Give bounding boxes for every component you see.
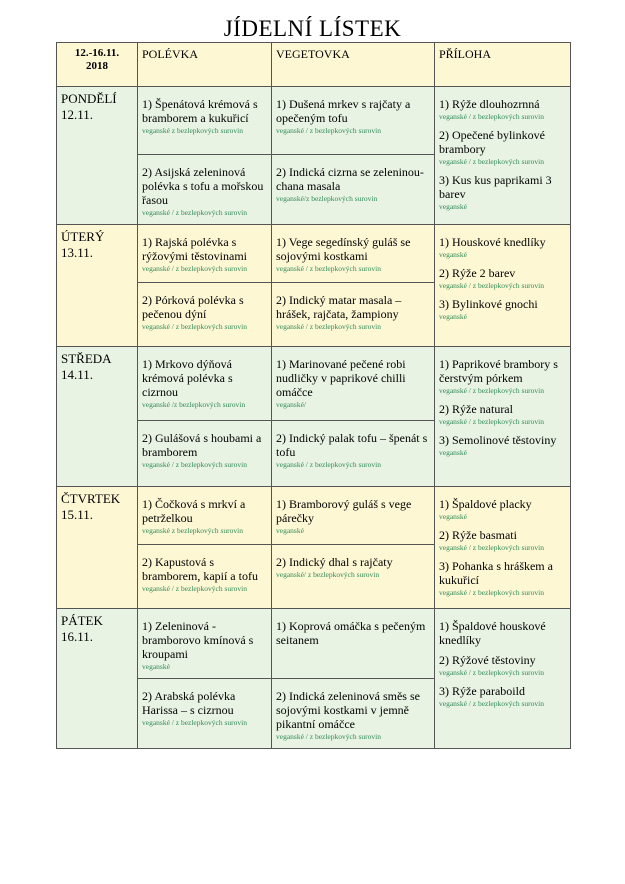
diet-note: veganské / z bezlepkových surovin xyxy=(439,668,544,677)
dish-text: 2) Indický matar masala – hrášek, rajčata, žampiony xyxy=(276,293,402,321)
side-cell xyxy=(435,225,571,347)
soup-cell xyxy=(138,225,272,283)
date-range-header xyxy=(57,43,138,87)
diet-note: veganské / z bezlepkových surovin xyxy=(142,208,247,217)
side-item xyxy=(439,97,566,122)
date-range: 12.-16.11. xyxy=(74,47,120,59)
veg-item xyxy=(276,97,430,136)
veg-cell xyxy=(272,87,435,155)
diet-note: veganské / z bezlepkových surovin xyxy=(439,543,544,552)
day-row xyxy=(57,347,571,421)
diet-note: veganské / z bezlepkových surovin xyxy=(439,417,544,426)
diet-note: veganské xyxy=(439,448,467,457)
dish-text: 2) Rýžové těstoviny xyxy=(439,653,536,667)
soup-cell xyxy=(138,545,272,609)
day-date: 16.11. xyxy=(61,629,94,644)
soup-item xyxy=(142,293,267,332)
dish-text: 2) Gulášová s houbami a bramborem xyxy=(142,431,262,459)
soup-item xyxy=(142,555,267,594)
dish-text: 1) Čočková s mrkví a petrželkou xyxy=(142,497,246,525)
veg-cell xyxy=(272,225,435,283)
veg-column-header: VEGETOVKA xyxy=(272,43,435,87)
dish-text: 2) Rýže basmati xyxy=(439,528,517,542)
soup-column-header: POLÉVKA xyxy=(138,43,272,87)
dish-text: 1) Marinované pečené robi nudličky v paprikové chilli omáčce xyxy=(276,357,406,399)
soup-item xyxy=(142,689,267,728)
dish-text: 2) Pórková polévka s pečenou dýní xyxy=(142,293,244,321)
diet-note: veganské/ xyxy=(276,400,306,409)
soup-item xyxy=(142,431,267,470)
diet-note: veganské / z bezlepkových surovin xyxy=(439,281,544,290)
diet-note: veganské / z bezlepkových surovin xyxy=(276,126,381,135)
side-item xyxy=(439,653,566,678)
dish-text: 2) Kapustová s bramborem, kapií a tofu xyxy=(142,555,258,583)
dish-text: 1) Houskové knedlíky xyxy=(439,235,546,249)
diet-note: veganské / z bezlepkových surovin xyxy=(142,264,247,273)
dish-text: 1) Špaldové placky xyxy=(439,497,532,511)
soup-cell xyxy=(138,609,272,679)
diet-note: veganské xyxy=(439,312,467,321)
soup-item xyxy=(142,357,267,410)
diet-note: veganské/z bezlepkových surovin xyxy=(276,194,378,203)
dish-text: 1) Koprová omáčka s pečeným seitanem xyxy=(276,619,426,647)
day-cell xyxy=(57,87,138,225)
soup-cell xyxy=(138,283,272,347)
side-item xyxy=(439,684,566,709)
veg-cell xyxy=(272,679,435,749)
diet-note: veganské/ z bezlepkových surovin xyxy=(276,570,380,579)
side-item xyxy=(439,173,566,212)
menu-table xyxy=(56,42,571,749)
dish-text: 1) Mrkovo dýňová krémová polévka s cizrnou xyxy=(142,357,233,399)
day-cell xyxy=(57,347,138,487)
side-item xyxy=(439,297,566,322)
dish-text: 2) Opečené bylinkové brambory xyxy=(439,128,545,156)
veg-item xyxy=(276,497,430,536)
soup-item xyxy=(142,97,267,136)
dish-text: 3) Semolinové těstoviny xyxy=(439,433,557,447)
dish-text: 1) Rajská polévka s rýžovými těstovinami xyxy=(142,235,247,263)
dish-text: 1) Dušená mrkev s rajčaty a opečeným tofu xyxy=(276,97,411,125)
diet-note: veganské / z bezlepkových surovin xyxy=(142,460,247,469)
side-item xyxy=(439,266,566,291)
veg-cell xyxy=(272,155,435,225)
veg-cell xyxy=(272,347,435,421)
day-cell xyxy=(57,225,138,347)
diet-note: veganské xyxy=(142,662,170,671)
page-title: JÍDELNÍ LÍSTEK xyxy=(223,16,402,41)
diet-note: veganské / z bezlepkových surovin xyxy=(276,460,381,469)
day-cell xyxy=(57,487,138,609)
veg-item xyxy=(276,689,430,742)
day-name: ČTVRTEK xyxy=(61,491,121,506)
soup-cell xyxy=(138,487,272,545)
dish-text: 1) Špenátová krémová s bramborem a kukuřicí xyxy=(142,97,258,125)
diet-note: veganské xyxy=(439,250,467,259)
veg-cell xyxy=(272,421,435,487)
side-item xyxy=(439,235,566,260)
dish-text: 2) Arabská polévka Harissa – s cizrnou xyxy=(142,689,236,717)
side-item xyxy=(439,357,566,396)
day-cell xyxy=(57,609,138,749)
side-cell xyxy=(435,87,571,225)
dish-text: 2) Indický dhal s rajčaty xyxy=(276,555,393,569)
dish-text: 1) Zeleninová - bramborovo kmínová s kroupami xyxy=(142,619,254,661)
year: 2018 xyxy=(86,60,108,72)
veg-item xyxy=(276,431,430,470)
day-name: PONDĚLÍ xyxy=(61,91,117,106)
veg-cell xyxy=(272,545,435,609)
dish-text: 1) Špaldové houskové knedlíky xyxy=(439,619,546,647)
dish-text: 1) Vege segedínský guláš se sojovými kostkami xyxy=(276,235,411,263)
soup-item xyxy=(142,165,267,218)
diet-note: veganské / z bezlepkových surovin xyxy=(276,264,381,273)
soup-cell xyxy=(138,155,272,225)
diet-note: veganské / z bezlepkových surovin xyxy=(142,584,247,593)
header-row xyxy=(57,43,571,87)
veg-item xyxy=(276,357,430,410)
soup-item xyxy=(142,619,267,672)
veg-item xyxy=(276,165,430,204)
diet-note: veganské xyxy=(276,526,304,535)
diet-note: veganské / z bezlepkových surovin xyxy=(439,588,544,597)
day-date: 13.11. xyxy=(61,245,94,260)
dish-text: 2) Indická zeleninová směs se sojovými kostkami v jemně pikantní omáčce xyxy=(276,689,420,731)
diet-note: veganské xyxy=(439,512,467,521)
side-cell xyxy=(435,609,571,749)
veg-cell xyxy=(272,609,435,679)
veg-cell xyxy=(272,283,435,347)
dish-text: 3) Pohanka s hráškem a kukuřicí xyxy=(439,559,553,587)
diet-note: veganské / z bezlepkových surovin xyxy=(276,732,381,741)
diet-note: veganské / z bezlepkových surovin xyxy=(439,699,544,708)
soup-item xyxy=(142,235,267,274)
day-row xyxy=(57,609,571,679)
day-row xyxy=(57,487,571,545)
veg-cell xyxy=(272,487,435,545)
dish-text: 2) Rýže 2 barev xyxy=(439,266,516,280)
diet-note: veganské / z bezlepkových surovin xyxy=(142,718,247,727)
dish-text: 3) Kus kus paprikami 3 barev xyxy=(439,173,552,201)
veg-item xyxy=(276,235,430,274)
dish-text: 3) Bylinkové gnochi xyxy=(439,297,538,311)
day-name: STŘEDA xyxy=(61,351,112,366)
side-cell xyxy=(435,347,571,487)
side-item xyxy=(439,559,566,598)
day-name: ÚTERÝ xyxy=(61,229,105,244)
veg-item xyxy=(276,555,430,580)
side-item xyxy=(439,497,566,522)
veg-item xyxy=(276,619,430,647)
diet-note: veganské / z bezlepkových surovin xyxy=(142,322,247,331)
dish-text: 2) Asijská zeleninová polévka s tofu a mořskou řasou xyxy=(142,165,264,207)
side-column-header: PŘÍLOHA xyxy=(435,43,571,87)
dish-text: 2) Indický palak tofu – špenát s tofu xyxy=(276,431,428,459)
side-item xyxy=(439,128,566,167)
side-item xyxy=(439,619,566,647)
veg-item xyxy=(276,293,430,332)
soup-cell xyxy=(138,421,272,487)
day-date: 15.11. xyxy=(61,507,94,522)
diet-note: veganské / z bezlepkových surovin xyxy=(439,112,544,121)
soup-cell xyxy=(138,347,272,421)
side-item xyxy=(439,528,566,553)
diet-note: veganské / z bezlepkových surovin xyxy=(439,157,544,166)
dish-text: 1) Rýže dlouhozrnná xyxy=(439,97,540,111)
side-item xyxy=(439,433,566,458)
dish-text: 2) Rýže natural xyxy=(439,402,513,416)
dish-text: 1) Paprikové brambory s čerstvým pórkem xyxy=(439,357,558,385)
dish-text: 1) Bramborový guláš s vege párečky xyxy=(276,497,412,525)
soup-cell xyxy=(138,87,272,155)
dish-text: 3) Rýže paraboild xyxy=(439,684,525,698)
diet-note: veganské / z bezlepkových surovin xyxy=(439,386,544,395)
day-date: 14.11. xyxy=(61,367,94,382)
day-row xyxy=(57,225,571,283)
side-cell xyxy=(435,487,571,609)
day-date: 12.11. xyxy=(61,107,94,122)
diet-note: veganské z bezlepkových surovin xyxy=(142,126,244,135)
soup-cell xyxy=(138,679,272,749)
day-row xyxy=(57,87,571,155)
diet-note: veganské z bezlepkových surovin xyxy=(142,526,244,535)
side-item xyxy=(439,402,566,427)
diet-note: veganské /z bezlepkových surovin xyxy=(142,400,246,409)
diet-note: veganské / z bezlepkových surovin xyxy=(276,322,381,331)
day-name: PÁTEK xyxy=(61,613,103,628)
diet-note: veganské xyxy=(439,202,467,211)
dish-text: 2) Indická cizrna se zeleninou-chana masala xyxy=(276,165,424,193)
soup-item xyxy=(142,497,267,536)
